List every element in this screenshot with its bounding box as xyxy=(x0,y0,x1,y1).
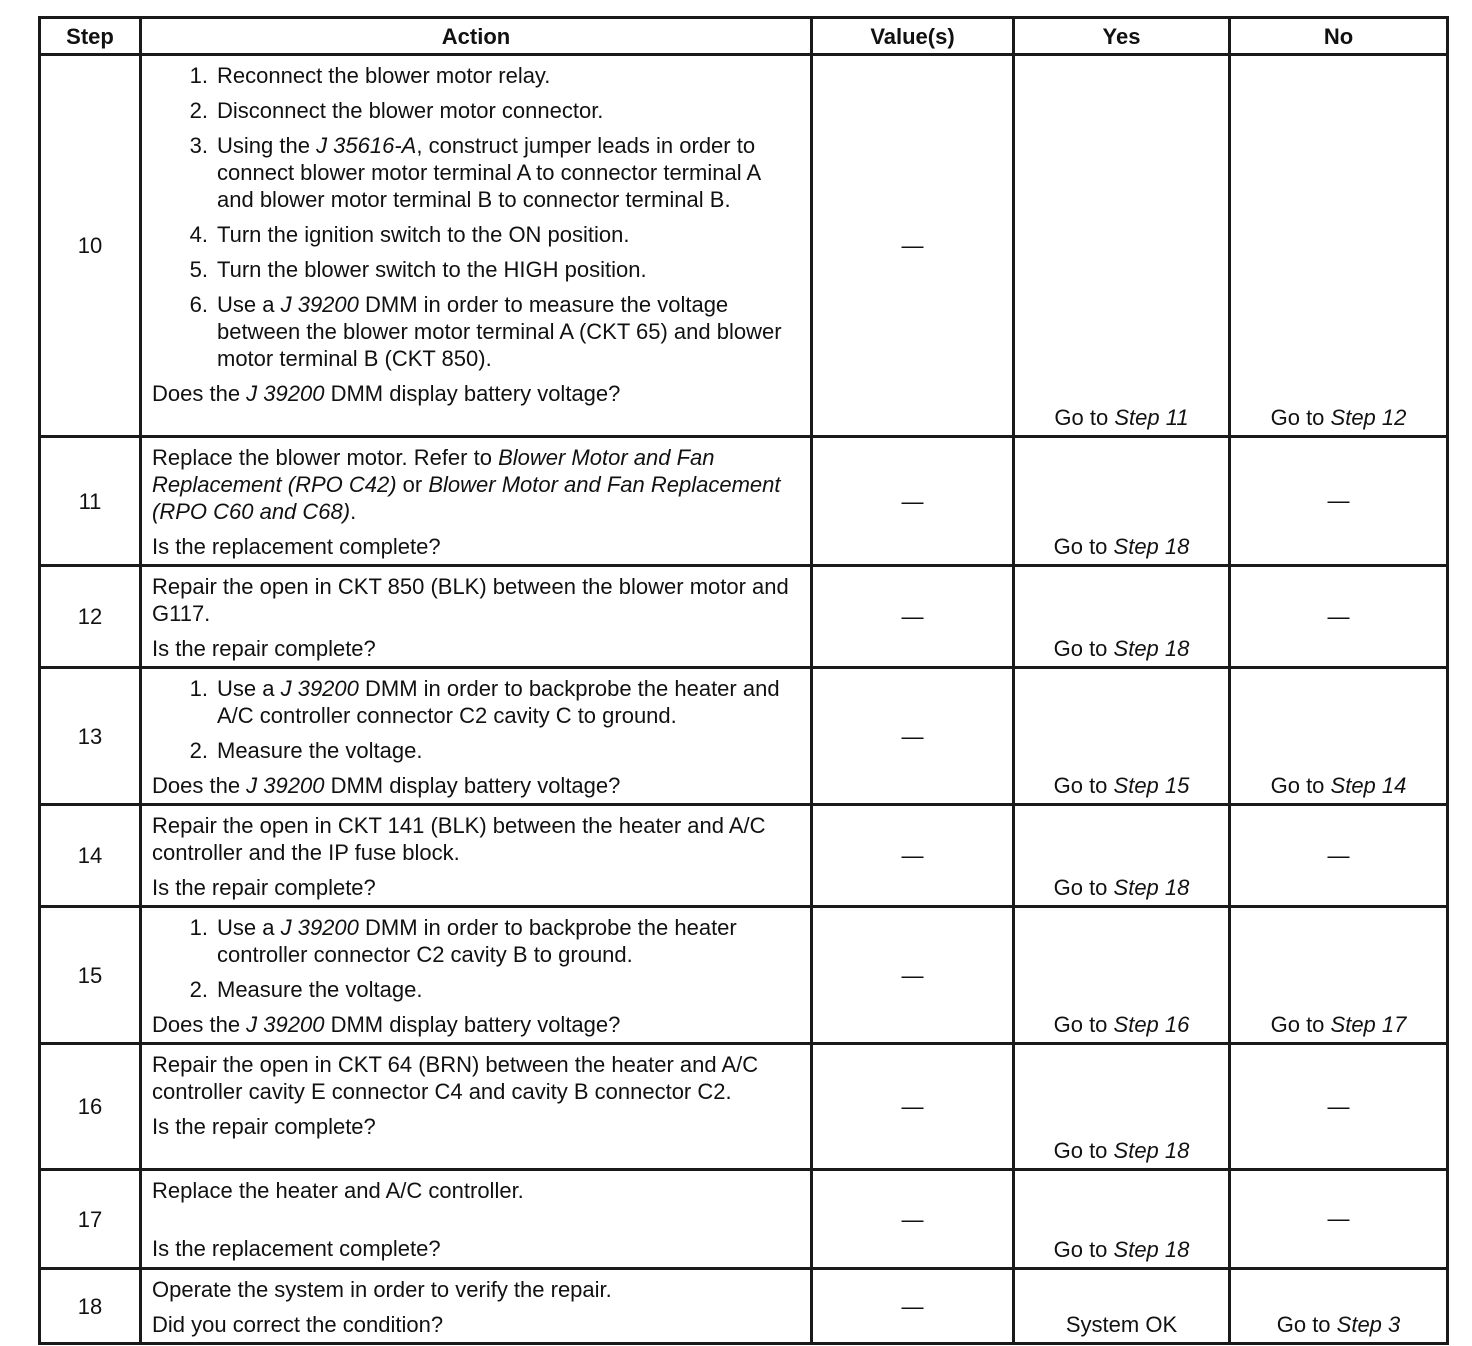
no-cell xyxy=(1230,805,1448,907)
instruction-text: Repair the open in CKT 64 (BRN) between the heater and A/C controller cavity E connector C4 and cavity B connector C2. xyxy=(152,1052,759,1104)
no-result xyxy=(1231,1311,1446,1338)
header-yes: Yes xyxy=(1014,18,1230,55)
yes-cell xyxy=(1014,1170,1230,1269)
list-item xyxy=(152,221,802,248)
step-number: 18 xyxy=(40,1269,141,1344)
yes-cell xyxy=(1014,55,1230,437)
action-question xyxy=(152,635,802,662)
list-item xyxy=(152,132,802,213)
action-text: Use a xyxy=(217,676,281,701)
table-row xyxy=(40,805,1448,907)
value-cell: — xyxy=(812,805,1014,907)
value-cell: — xyxy=(812,668,1014,805)
list-item xyxy=(152,737,802,764)
yes-text: Go to xyxy=(1053,1138,1114,1163)
item-number: 5. xyxy=(189,257,208,282)
no-result xyxy=(1231,404,1446,431)
question-text: DMM display battery voltage? xyxy=(324,1012,621,1037)
item-text xyxy=(217,914,802,968)
yes-text: Go to xyxy=(1053,1012,1114,1037)
list-item xyxy=(152,291,802,372)
no-ref: Step 12 xyxy=(1330,405,1407,430)
question-text: DMM display battery voltage? xyxy=(324,773,621,798)
action-list xyxy=(152,62,802,372)
item-number: 2. xyxy=(189,98,208,123)
item-number: 6. xyxy=(189,292,208,317)
action-question xyxy=(152,1113,802,1140)
action-cell xyxy=(141,566,812,668)
action-cell xyxy=(141,1044,812,1170)
step-number: 17 xyxy=(40,1170,141,1269)
item-text xyxy=(217,976,802,1003)
instruction-ref: Blower Motor and Fan Replacement (RPO C42) xyxy=(152,445,715,497)
yes-ref: Step 18 xyxy=(1113,534,1190,559)
yes-result xyxy=(1015,533,1228,560)
yes-text: Go to xyxy=(1053,636,1114,661)
item-text xyxy=(217,675,802,729)
yes-cell xyxy=(1014,805,1230,907)
value-cell: — xyxy=(812,437,1014,566)
no-text: Go to xyxy=(1270,405,1331,430)
value-cell: — xyxy=(812,1044,1014,1170)
question-ref: J 39200 xyxy=(246,381,325,406)
no-cell xyxy=(1230,907,1448,1044)
action-cell xyxy=(141,1170,812,1269)
no-text: Go to xyxy=(1270,773,1331,798)
action-question xyxy=(152,533,802,560)
value-cell: — xyxy=(812,1269,1014,1344)
yes-text: Go to xyxy=(1053,1237,1114,1262)
yes-text: Go to xyxy=(1053,773,1114,798)
question-ref: J 39200 xyxy=(246,773,325,798)
action-text: Reconnect the blower motor relay. xyxy=(217,63,551,88)
instruction-ref: Blower Motor and Fan Replacement (RPO C60 and C68) xyxy=(152,472,781,524)
item-number: 1. xyxy=(189,63,208,88)
action-text: Use a xyxy=(217,915,281,940)
no-ref: Step 14 xyxy=(1330,773,1407,798)
question-text: Is the repair complete? xyxy=(152,636,376,661)
value-cell: — xyxy=(812,907,1014,1044)
action-text: DMM in order to backprobe the heater controller connector C2 cavity B to ground. xyxy=(217,915,737,967)
action-text: Turn the ignition switch to the ON position. xyxy=(217,222,630,247)
question-text: Is the replacement complete? xyxy=(152,534,441,559)
yes-ref: Step 18 xyxy=(1113,875,1190,900)
question-text: Does the xyxy=(152,773,247,798)
list-item xyxy=(152,675,802,729)
yes-result xyxy=(1015,772,1228,799)
no-text: Go to xyxy=(1270,1012,1331,1037)
action-cell xyxy=(141,1269,812,1344)
action-text: Using the xyxy=(217,133,317,158)
yes-ref: Step 18 xyxy=(1113,1237,1190,1262)
no-cell xyxy=(1230,1170,1448,1269)
table-row xyxy=(40,566,1448,668)
value-cell: — xyxy=(812,1170,1014,1269)
action-text: DMM in order to measure the voltage between the blower motor terminal A (CKT 65) and blower motor terminal B (CKT 850). xyxy=(217,292,782,371)
list-item xyxy=(152,256,802,283)
action-text: Measure the voltage. xyxy=(217,738,423,763)
yes-text: Go to xyxy=(1054,405,1115,430)
yes-ref: Step 18 xyxy=(1113,1138,1190,1163)
action-list xyxy=(152,914,802,1003)
table-row xyxy=(40,1044,1448,1170)
no-dash: — xyxy=(1327,1093,1350,1119)
item-number: 1. xyxy=(189,915,208,940)
table-row xyxy=(40,1269,1448,1344)
action-question xyxy=(152,1311,802,1338)
action-text: Turn the blower switch to the HIGH position. xyxy=(217,257,647,282)
action-ref: J 39200 xyxy=(280,292,359,317)
instruction-text: Repair the open in CKT 850 (BLK) between the blower motor and G117. xyxy=(152,574,789,626)
no-dash: — xyxy=(1327,488,1350,513)
step-number: 16 xyxy=(40,1044,141,1170)
step-number: 10 xyxy=(40,55,141,437)
header-row xyxy=(40,18,1448,55)
no-cell xyxy=(1230,1269,1448,1344)
no-cell xyxy=(1230,668,1448,805)
yes-result xyxy=(1015,404,1228,431)
no-cell xyxy=(1230,1044,1448,1170)
list-item xyxy=(152,62,802,89)
no-dash: — xyxy=(1327,1206,1350,1231)
table-row xyxy=(40,437,1448,566)
action-cell xyxy=(141,907,812,1044)
action-ref: J 39200 xyxy=(280,915,359,940)
yes-cell xyxy=(1014,1269,1230,1344)
yes-cell xyxy=(1014,437,1230,566)
action-instruction xyxy=(152,444,802,525)
yes-result xyxy=(1015,1236,1228,1263)
yes-result xyxy=(1015,1011,1228,1038)
header-step: Step xyxy=(40,18,141,55)
yes-cell xyxy=(1014,668,1230,805)
header-no: No xyxy=(1230,18,1448,55)
action-cell xyxy=(141,55,812,437)
list-item xyxy=(152,914,802,968)
item-text xyxy=(217,737,802,764)
step-number: 12 xyxy=(40,566,141,668)
instruction-text: Operate the system in order to verify the repair. xyxy=(152,1277,612,1302)
no-ref: Step 3 xyxy=(1336,1312,1401,1337)
yes-ref: Step 16 xyxy=(1113,1012,1190,1037)
item-number: 2. xyxy=(189,977,208,1002)
action-list xyxy=(152,675,802,764)
action-text: Use a xyxy=(217,292,281,317)
action-text: , construct jumper leads in order to connect blower motor terminal A to connector terminal A and blower motor terminal B to connector terminal B. xyxy=(217,133,760,212)
action-question xyxy=(152,874,802,901)
yes-text: Go to xyxy=(1053,534,1114,559)
yes-ref: Step 18 xyxy=(1113,636,1190,661)
action-instruction xyxy=(152,573,802,627)
step-number: 11 xyxy=(40,437,141,566)
action-ref: J 39200 xyxy=(280,676,359,701)
item-text xyxy=(217,132,802,213)
diagnostic-table xyxy=(38,16,1449,1345)
yes-ref: Step 15 xyxy=(1113,773,1190,798)
action-question xyxy=(152,772,802,799)
step-number: 14 xyxy=(40,805,141,907)
step-number: 13 xyxy=(40,668,141,805)
yes-result xyxy=(1015,1137,1228,1164)
yes-result xyxy=(1015,635,1228,662)
question-text: Does the xyxy=(152,381,247,406)
no-dash: — xyxy=(1327,603,1350,629)
table-row xyxy=(40,55,1448,437)
action-question xyxy=(152,1235,802,1262)
no-text: Go to xyxy=(1276,1312,1337,1337)
action-instruction xyxy=(152,1051,802,1105)
item-text xyxy=(217,256,802,283)
question-text: Does the xyxy=(152,1012,247,1037)
action-text: Disconnect the blower motor connector. xyxy=(217,98,604,123)
action-instruction xyxy=(152,1276,802,1303)
no-cell xyxy=(1230,55,1448,437)
yes-ref: Step 11 xyxy=(1114,405,1189,430)
action-text: Measure the voltage. xyxy=(217,977,423,1002)
question-text: Did you correct the condition? xyxy=(152,1312,444,1337)
instruction-text: Replace the heater and A/C controller. xyxy=(152,1178,524,1203)
step-number: 15 xyxy=(40,907,141,1044)
instruction-text: . xyxy=(350,499,357,524)
action-ref: J 35616-A xyxy=(316,133,417,158)
value-cell: — xyxy=(812,55,1014,437)
action-cell xyxy=(141,437,812,566)
no-cell xyxy=(1230,437,1448,566)
no-cell xyxy=(1230,566,1448,668)
question-text: DMM display battery voltage? xyxy=(324,381,621,406)
item-number: 3. xyxy=(189,133,208,158)
action-question xyxy=(152,380,802,407)
instruction-text: or xyxy=(396,472,429,497)
question-text: Is the replacement complete? xyxy=(152,1236,441,1261)
list-item xyxy=(152,97,802,124)
item-text xyxy=(217,97,802,124)
yes-text: Go to xyxy=(1053,875,1114,900)
action-instruction xyxy=(152,1177,802,1204)
no-result xyxy=(1231,1011,1446,1038)
table-row xyxy=(40,668,1448,805)
action-cell xyxy=(141,805,812,907)
header-action: Action xyxy=(141,18,812,55)
yes-cell xyxy=(1014,907,1230,1044)
yes-cell xyxy=(1014,1044,1230,1170)
no-dash: — xyxy=(1327,842,1350,868)
table-row xyxy=(40,1170,1448,1269)
yes-result xyxy=(1015,1311,1228,1338)
question-ref: J 39200 xyxy=(246,1012,325,1037)
item-number: 2. xyxy=(189,738,208,763)
yes-text: System OK xyxy=(1065,1312,1178,1337)
yes-result xyxy=(1015,874,1228,901)
yes-cell xyxy=(1014,566,1230,668)
instruction-text: Replace the blower motor. Refer to xyxy=(152,445,499,470)
header-values: Value(s) xyxy=(812,18,1014,55)
action-cell xyxy=(141,668,812,805)
question-text: Is the repair complete? xyxy=(152,1114,376,1139)
question-text: Is the repair complete? xyxy=(152,875,376,900)
item-number: 4. xyxy=(189,222,208,247)
action-instruction xyxy=(152,812,802,866)
action-question xyxy=(152,1011,802,1038)
action-text: DMM in order to backprobe the heater and A/C controller connector C2 cavity C to ground. xyxy=(217,676,780,728)
item-text xyxy=(217,62,802,89)
no-result xyxy=(1231,772,1446,799)
item-text xyxy=(217,221,802,248)
value-cell: — xyxy=(812,566,1014,668)
item-text xyxy=(217,291,802,372)
list-item xyxy=(152,976,802,1003)
instruction-text: Repair the open in CKT 141 (BLK) between the heater and A/C controller and the IP fuse block. xyxy=(152,813,766,865)
table-row xyxy=(40,907,1448,1044)
item-number: 1. xyxy=(189,676,208,701)
no-ref: Step 17 xyxy=(1330,1012,1407,1037)
